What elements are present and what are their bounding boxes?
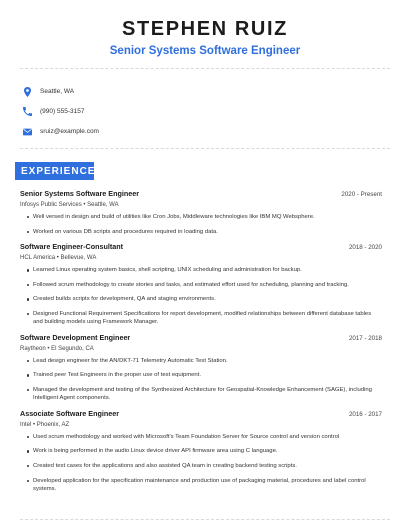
- job-bullet: Lead design engineer for the AN/DKT-71 Telemetry Automatic Test Station.: [27, 357, 382, 365]
- envelope-icon: [22, 127, 32, 137]
- job-header: [20, 333, 382, 342]
- job-entry: [20, 189, 382, 236]
- job-bullet: Work is being performed in the audio Linux device driver API firmware area using C language.: [27, 447, 382, 455]
- section-heading-experience: EXPERIENCE: [15, 162, 94, 180]
- contact-divider: [20, 148, 390, 149]
- job-header: [20, 409, 382, 418]
- job-title: Software Development Engineer: [20, 332, 131, 342]
- footer-divider: [20, 519, 390, 520]
- job-company: HCL America • Bellevue, WA: [20, 255, 97, 262]
- contact-email-text[interactable]: sruiz@example.com: [40, 128, 99, 135]
- job-bullet: Followed scrum methodology to create stories and tasks, and estimated effort used for scheduling, planning and tracking.: [27, 281, 382, 289]
- contact-location: [22, 82, 99, 101]
- job-bullet: Managed the development and testing of the Synthesized Architecture for Geospatial-Knowledge Enhancement (SAGE), including Intelligent Agent components.: [27, 386, 382, 402]
- job-header: [20, 242, 382, 251]
- resume-header: [0, 0, 410, 57]
- job-company: Intel • Phoenix, AZ: [20, 421, 70, 428]
- experience-list: [20, 189, 382, 499]
- job-dates: 2018 - 2020: [348, 244, 382, 252]
- phone-icon: [22, 107, 32, 117]
- contact-phone-text: (990) 555-3157: [40, 108, 85, 115]
- contact-list: [22, 82, 99, 141]
- job-dates: 2016 - 2017: [348, 410, 382, 418]
- job-bullet-list: [20, 357, 382, 403]
- job-company: Raytheon • El Segundo, CA: [20, 345, 94, 352]
- job-company: Infosys Public Services • Seattle, WA: [20, 202, 119, 208]
- contact-email: [22, 122, 99, 141]
- job-title: Software Engineer-Consultant: [20, 242, 124, 252]
- job-bullet: Worked on various DB scripts and procedures required in loading data.: [27, 228, 382, 236]
- job-dates: 2017 - 2018: [348, 334, 382, 342]
- candidate-title: Senior Systems Software Engineer: [109, 45, 301, 57]
- job-header: [20, 189, 382, 198]
- job-bullet: Learned Linux operating system basics, shell scripting, UNIX scheduling and administration for backup.: [27, 266, 382, 274]
- candidate-name: STEPHEN RUIZ: [122, 18, 288, 40]
- job-bullet: Created builds scripts for development, QA and staging environments.: [27, 295, 382, 303]
- job-bullet-list: [20, 266, 382, 326]
- job-entry: [20, 242, 382, 326]
- job-bullet: Used scrum methodology and worked with Microsoft's Team Foundation Server for Source control and version control: [27, 433, 382, 441]
- job-bullet: Created test cases for the applications and also assisted QA team in creating backend testing scripts.: [27, 462, 382, 470]
- job-bullet: Trained peer Test Engineers in the proper use of test equipment.: [27, 371, 382, 379]
- location-pin-icon: [22, 87, 32, 97]
- job-bullet: Designed Functional Requirement Specifications for report development, modified relationships between different database tables and building models using Framework Manager.: [27, 310, 382, 326]
- job-bullet: Well versed in design and build of utilities like Cron Jobs, Middleware technologies like IBM MQ Websphere.: [27, 213, 382, 221]
- job-title: Senior Systems Software Engineer: [20, 189, 140, 198]
- job-title: Associate Software Engineer: [20, 408, 120, 418]
- job-dates: 2020 - Present: [341, 191, 382, 198]
- job-bullet-list: [20, 213, 382, 236]
- job-entry: [20, 409, 382, 493]
- header-divider: [20, 68, 390, 69]
- job-bullet: Developed application for the specification maintenance and production use of packaging material, procedures and label control systems.: [27, 477, 382, 493]
- contact-location-text: Seattle, WA: [40, 88, 75, 95]
- job-entry: [20, 333, 382, 403]
- contact-phone: [22, 102, 99, 121]
- job-bullet-list: [20, 433, 382, 493]
